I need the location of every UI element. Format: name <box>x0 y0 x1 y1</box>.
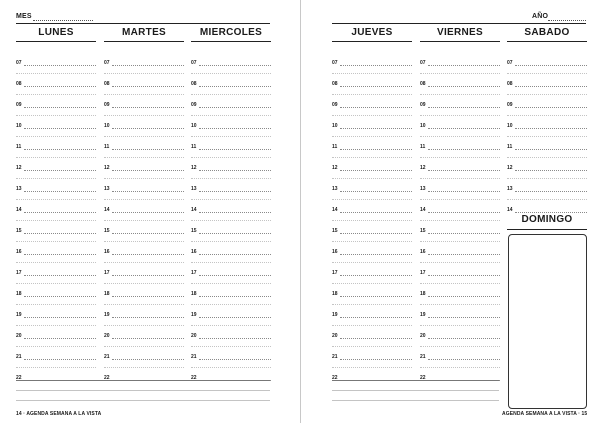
hour-slot-17[interactable] <box>420 257 500 278</box>
hour-label: 20 <box>332 333 338 339</box>
hour-label: 22 <box>332 375 338 381</box>
hour-label: 17 <box>16 270 22 276</box>
hour-slot-14[interactable] <box>507 194 587 215</box>
hour-slot-18[interactable] <box>16 278 96 299</box>
writing-line[interactable] <box>24 107 96 108</box>
hour-label: 14 <box>507 207 513 213</box>
writing-line[interactable] <box>24 65 96 66</box>
hour-label: 17 <box>332 270 338 276</box>
writing-line[interactable] <box>24 275 96 276</box>
hour-label: 16 <box>420 249 426 255</box>
right-page <box>301 0 600 423</box>
hour-label: 21 <box>16 354 22 360</box>
day-heading-rule <box>507 41 587 42</box>
writing-line[interactable] <box>340 107 412 108</box>
day-column-sabado <box>507 27 587 213</box>
header-rule <box>332 23 586 24</box>
hour-slot-17[interactable] <box>16 257 96 278</box>
hour-label: 20 <box>191 333 197 339</box>
writing-line[interactable] <box>24 191 96 192</box>
hour-slot-08[interactable] <box>104 68 184 89</box>
writing-line[interactable] <box>112 359 184 360</box>
writing-line[interactable] <box>340 128 412 129</box>
writing-line[interactable] <box>428 149 500 150</box>
hour-slot-10[interactable] <box>16 110 96 131</box>
hour-label: 13 <box>332 186 338 192</box>
hour-slot-09[interactable] <box>507 89 587 110</box>
hour-slot-17[interactable] <box>332 257 412 278</box>
hour-label: 10 <box>332 123 338 129</box>
writing-line[interactable] <box>199 86 271 87</box>
writing-line[interactable] <box>199 317 271 318</box>
day-heading-rule <box>332 41 412 42</box>
hour-slot-13[interactable] <box>507 173 587 194</box>
writing-line[interactable] <box>428 296 500 297</box>
day-heading: MARTES <box>121 27 167 38</box>
hour-slot-16[interactable] <box>420 236 500 257</box>
hour-label: 07 <box>507 60 513 66</box>
hour-slot-18[interactable] <box>420 278 500 299</box>
hour-slot-10[interactable] <box>507 110 587 131</box>
hour-slot-07[interactable] <box>332 47 412 68</box>
hour-slot-15[interactable] <box>16 215 96 236</box>
writing-line[interactable] <box>428 359 500 360</box>
writing-line[interactable] <box>199 359 271 360</box>
hour-slot-07[interactable] <box>507 47 587 68</box>
writing-line[interactable] <box>428 317 500 318</box>
hour-label: 21 <box>420 354 426 360</box>
hour-label: 16 <box>191 249 197 255</box>
hour-slot-07[interactable] <box>191 47 271 68</box>
sunday-heading: DOMINGO <box>521 214 573 225</box>
day-heading: JUEVES <box>351 27 393 38</box>
writing-line[interactable] <box>515 212 587 213</box>
notes-line[interactable] <box>16 400 270 401</box>
hour-label: 11 <box>507 144 513 150</box>
writing-line[interactable] <box>24 170 96 171</box>
writing-line[interactable] <box>340 212 412 213</box>
hour-label: 20 <box>420 333 426 339</box>
hour-slot-12[interactable] <box>507 152 587 173</box>
hour-label: 13 <box>104 186 110 192</box>
hour-label: 12 <box>104 165 110 171</box>
writing-line[interactable] <box>112 338 184 339</box>
notes-line[interactable] <box>16 390 270 391</box>
hour-label: 10 <box>104 123 110 129</box>
hour-label: 14 <box>191 207 197 213</box>
hour-slot-12[interactable] <box>191 152 271 173</box>
hour-slot-09[interactable] <box>420 89 500 110</box>
hour-label: 19 <box>16 312 22 318</box>
hour-slot-12[interactable] <box>420 152 500 173</box>
writing-line[interactable] <box>112 65 184 66</box>
writing-line[interactable] <box>515 128 587 129</box>
writing-line[interactable] <box>24 338 96 339</box>
hour-slot-07[interactable] <box>420 47 500 68</box>
writing-line[interactable] <box>199 296 271 297</box>
hour-slot-19[interactable] <box>16 299 96 320</box>
writing-line[interactable] <box>340 65 412 66</box>
hour-label: 08 <box>104 81 110 87</box>
writing-line[interactable] <box>24 86 96 87</box>
day-column-lunes <box>16 27 96 381</box>
notes-rule <box>332 380 499 381</box>
hour-label: 10 <box>16 123 22 129</box>
hour-slot-15[interactable] <box>332 215 412 236</box>
notes-line[interactable] <box>332 390 499 391</box>
hour-label: 17 <box>191 270 197 276</box>
day-heading-rule <box>191 41 271 42</box>
hour-label: 18 <box>16 291 22 297</box>
hour-slot-14[interactable] <box>420 194 500 215</box>
hour-label: 22 <box>191 375 197 381</box>
writing-line[interactable] <box>515 170 587 171</box>
hour-slot-11[interactable] <box>104 131 184 152</box>
hour-slot-15[interactable] <box>191 215 271 236</box>
sunday-notes-box[interactable] <box>508 234 587 409</box>
hour-label: 09 <box>332 102 338 108</box>
writing-line[interactable] <box>340 275 412 276</box>
hour-label: 19 <box>332 312 338 318</box>
writing-line[interactable] <box>199 275 271 276</box>
writing-line[interactable] <box>199 212 271 213</box>
writing-line[interactable] <box>112 233 184 234</box>
hour-slot-11[interactable] <box>191 131 271 152</box>
hour-slot-07[interactable] <box>16 47 96 68</box>
writing-line[interactable] <box>112 149 184 150</box>
writing-line[interactable] <box>340 359 412 360</box>
writing-line[interactable] <box>428 128 500 129</box>
hour-slot-11[interactable] <box>507 131 587 152</box>
writing-line[interactable] <box>428 107 500 108</box>
day-column-miercoles <box>191 27 271 381</box>
hour-slot-17[interactable] <box>191 257 271 278</box>
writing-line[interactable] <box>515 149 587 150</box>
hour-slot-08[interactable] <box>420 68 500 89</box>
writing-line[interactable] <box>428 212 500 213</box>
hour-label: 10 <box>507 123 513 129</box>
writing-line[interactable] <box>199 149 271 150</box>
hour-label: 12 <box>16 165 22 171</box>
hour-label: 08 <box>332 81 338 87</box>
hour-label: 08 <box>16 81 22 87</box>
hour-slot-17[interactable] <box>104 257 184 278</box>
day-heading: SABADO <box>524 27 570 38</box>
hour-slot-20[interactable] <box>420 320 500 341</box>
hour-label: 15 <box>191 228 197 234</box>
hour-slot-21[interactable] <box>104 341 184 362</box>
hour-slot-18[interactable] <box>191 278 271 299</box>
writing-line[interactable] <box>112 107 184 108</box>
writing-line[interactable] <box>340 254 412 255</box>
writing-line[interactable] <box>340 233 412 234</box>
hour-slot-09[interactable] <box>104 89 184 110</box>
hour-label: 12 <box>507 165 513 171</box>
writing-line[interactable] <box>515 191 587 192</box>
hour-label: 14 <box>16 207 22 213</box>
writing-line[interactable] <box>112 212 184 213</box>
writing-line[interactable] <box>112 317 184 318</box>
hour-slot-15[interactable] <box>420 215 500 236</box>
hour-slot-11[interactable] <box>16 131 96 152</box>
page-footer-left: 14 · AGENDA SEMANA A LA VISTA <box>16 411 102 417</box>
hour-label: 19 <box>420 312 426 318</box>
day-heading-rule <box>420 41 500 42</box>
month-field[interactable] <box>33 20 93 21</box>
hour-slot-16[interactable] <box>16 236 96 257</box>
writing-line[interactable] <box>112 254 184 255</box>
writing-line[interactable] <box>199 107 271 108</box>
hour-slot-08[interactable] <box>332 68 412 89</box>
hour-label: 15 <box>332 228 338 234</box>
writing-line[interactable] <box>199 338 271 339</box>
writing-line[interactable] <box>515 107 587 108</box>
hour-slot-15[interactable] <box>104 215 184 236</box>
writing-line[interactable] <box>199 233 271 234</box>
writing-line[interactable] <box>428 191 500 192</box>
writing-line[interactable] <box>428 170 500 171</box>
hour-slot-14[interactable] <box>16 194 96 215</box>
hour-slot-21[interactable] <box>191 341 271 362</box>
hour-label: 15 <box>104 228 110 234</box>
hour-slot-13[interactable] <box>104 173 184 194</box>
hour-slot-16[interactable] <box>332 236 412 257</box>
writing-line[interactable] <box>199 65 271 66</box>
hour-label: 09 <box>16 102 22 108</box>
hour-label: 12 <box>191 165 197 171</box>
hour-label: 15 <box>16 228 22 234</box>
writing-line[interactable] <box>428 86 500 87</box>
notes-line[interactable] <box>332 400 499 401</box>
writing-line[interactable] <box>24 317 96 318</box>
day-heading-rule <box>16 41 96 42</box>
hour-label: 11 <box>104 144 110 150</box>
hour-slot-09[interactable] <box>332 89 412 110</box>
hour-label: 13 <box>191 186 197 192</box>
hour-slot-12[interactable] <box>332 152 412 173</box>
hour-label: 19 <box>104 312 110 318</box>
writing-line[interactable] <box>428 338 500 339</box>
writing-line[interactable] <box>340 296 412 297</box>
hour-slot-21[interactable] <box>420 341 500 362</box>
hour-slot-11[interactable] <box>332 131 412 152</box>
day-heading-rule <box>104 41 184 42</box>
hour-slot-10[interactable] <box>420 110 500 131</box>
hour-slot-11[interactable] <box>420 131 500 152</box>
day-column-martes <box>104 27 184 381</box>
hour-label: 22 <box>420 375 426 381</box>
hour-label: 13 <box>507 186 513 192</box>
writing-line[interactable] <box>24 233 96 234</box>
hour-label: 14 <box>332 207 338 213</box>
writing-line[interactable] <box>199 254 271 255</box>
notes-rule <box>16 380 270 381</box>
hour-label: 22 <box>16 375 22 381</box>
writing-line[interactable] <box>199 191 271 192</box>
hour-slot-20[interactable] <box>16 320 96 341</box>
hour-slot-21[interactable] <box>16 341 96 362</box>
hour-label: 10 <box>420 123 426 129</box>
hour-slot-19[interactable] <box>420 299 500 320</box>
hour-label: 10 <box>191 123 197 129</box>
writing-line[interactable] <box>112 170 184 171</box>
writing-line[interactable] <box>24 359 96 360</box>
hour-slot-09[interactable] <box>16 89 96 110</box>
day-column-viernes <box>420 27 500 381</box>
writing-line[interactable] <box>24 149 96 150</box>
writing-line[interactable] <box>199 170 271 171</box>
hour-slot-19[interactable] <box>104 299 184 320</box>
day-heading: LUNES <box>38 27 74 38</box>
hour-label: 09 <box>507 102 513 108</box>
writing-line[interactable] <box>428 233 500 234</box>
hour-slot-10[interactable] <box>332 110 412 131</box>
hour-label: 13 <box>420 186 426 192</box>
hour-label: 18 <box>104 291 110 297</box>
header-rule <box>16 23 270 24</box>
hour-label: 22 <box>104 375 110 381</box>
hour-slot-08[interactable] <box>16 68 96 89</box>
hour-label: 07 <box>332 60 338 66</box>
hour-slot-21[interactable] <box>332 341 412 362</box>
writing-line[interactable] <box>112 191 184 192</box>
month-label: MES <box>16 13 32 20</box>
year-label: AÑO <box>532 13 549 20</box>
writing-line[interactable] <box>24 212 96 213</box>
hour-slot-16[interactable] <box>104 236 184 257</box>
hour-label: 19 <box>191 312 197 318</box>
writing-line[interactable] <box>24 296 96 297</box>
day-heading: MIERCOLES <box>199 27 263 38</box>
hour-label: 09 <box>420 102 426 108</box>
hour-label: 21 <box>332 354 338 360</box>
hour-slot-20[interactable] <box>191 320 271 341</box>
day-heading: VIERNES <box>436 27 483 38</box>
hour-label: 21 <box>104 354 110 360</box>
hour-slot-20[interactable] <box>104 320 184 341</box>
hour-label: 18 <box>191 291 197 297</box>
hour-label: 18 <box>332 291 338 297</box>
writing-line[interactable] <box>24 128 96 129</box>
hour-slot-10[interactable] <box>104 110 184 131</box>
writing-line[interactable] <box>112 296 184 297</box>
hour-slot-20[interactable] <box>332 320 412 341</box>
hour-slot-18[interactable] <box>104 278 184 299</box>
hour-label: 07 <box>16 60 22 66</box>
day-column-jueves <box>332 27 412 381</box>
hour-label: 11 <box>420 144 426 150</box>
page-footer-right: AGENDA SEMANA A LA VISTA · 15 <box>502 411 588 417</box>
hour-slot-12[interactable] <box>104 152 184 173</box>
writing-line[interactable] <box>428 65 500 66</box>
hour-label: 16 <box>104 249 110 255</box>
hour-slot-14[interactable] <box>104 194 184 215</box>
hour-label: 20 <box>16 333 22 339</box>
writing-line[interactable] <box>24 254 96 255</box>
hour-label: 07 <box>420 60 426 66</box>
hour-label: 14 <box>420 207 426 213</box>
hour-label: 09 <box>191 102 197 108</box>
hour-label: 16 <box>332 249 338 255</box>
hour-label: 13 <box>16 186 22 192</box>
hour-slot-13[interactable] <box>191 173 271 194</box>
hour-slot-14[interactable] <box>191 194 271 215</box>
hour-label: 14 <box>104 207 110 213</box>
hour-label: 17 <box>420 270 426 276</box>
hour-label: 20 <box>104 333 110 339</box>
hour-slot-16[interactable] <box>191 236 271 257</box>
hour-label: 18 <box>420 291 426 297</box>
hour-slot-13[interactable] <box>16 173 96 194</box>
hour-slot-09[interactable] <box>191 89 271 110</box>
hour-label: 12 <box>420 165 426 171</box>
hour-slot-18[interactable] <box>332 278 412 299</box>
hour-label: 08 <box>507 81 513 87</box>
hour-slot-19[interactable] <box>332 299 412 320</box>
hour-label: 07 <box>191 60 197 66</box>
writing-line[interactable] <box>340 170 412 171</box>
hour-slot-07[interactable] <box>104 47 184 68</box>
writing-line[interactable] <box>515 86 587 87</box>
writing-line[interactable] <box>340 149 412 150</box>
hour-slot-12[interactable] <box>16 152 96 173</box>
hour-label: 07 <box>104 60 110 66</box>
hour-label: 11 <box>332 144 338 150</box>
hour-label: 21 <box>191 354 197 360</box>
writing-line[interactable] <box>340 338 412 339</box>
hour-slot-13[interactable] <box>332 173 412 194</box>
hour-slot-19[interactable] <box>191 299 271 320</box>
writing-line[interactable] <box>199 128 271 129</box>
hour-slot-08[interactable] <box>507 68 587 89</box>
writing-line[interactable] <box>112 275 184 276</box>
hour-label: 11 <box>191 144 197 150</box>
writing-line[interactable] <box>428 275 500 276</box>
writing-line[interactable] <box>340 86 412 87</box>
hour-slot-14[interactable] <box>332 194 412 215</box>
hour-label: 08 <box>191 81 197 87</box>
hour-label: 09 <box>104 102 110 108</box>
hour-label: 12 <box>332 165 338 171</box>
writing-line[interactable] <box>340 191 412 192</box>
writing-line[interactable] <box>112 86 184 87</box>
sunday-heading-rule <box>507 229 587 230</box>
writing-line[interactable] <box>428 254 500 255</box>
writing-line[interactable] <box>112 128 184 129</box>
hour-slot-08[interactable] <box>191 68 271 89</box>
writing-line[interactable] <box>340 317 412 318</box>
writing-line[interactable] <box>515 65 587 66</box>
hour-label: 08 <box>420 81 426 87</box>
hour-label: 16 <box>16 249 22 255</box>
year-field[interactable] <box>548 20 586 21</box>
hour-label: 15 <box>420 228 426 234</box>
hour-slot-10[interactable] <box>191 110 271 131</box>
hour-slot-13[interactable] <box>420 173 500 194</box>
hour-label: 17 <box>104 270 110 276</box>
hour-label: 11 <box>16 144 22 150</box>
